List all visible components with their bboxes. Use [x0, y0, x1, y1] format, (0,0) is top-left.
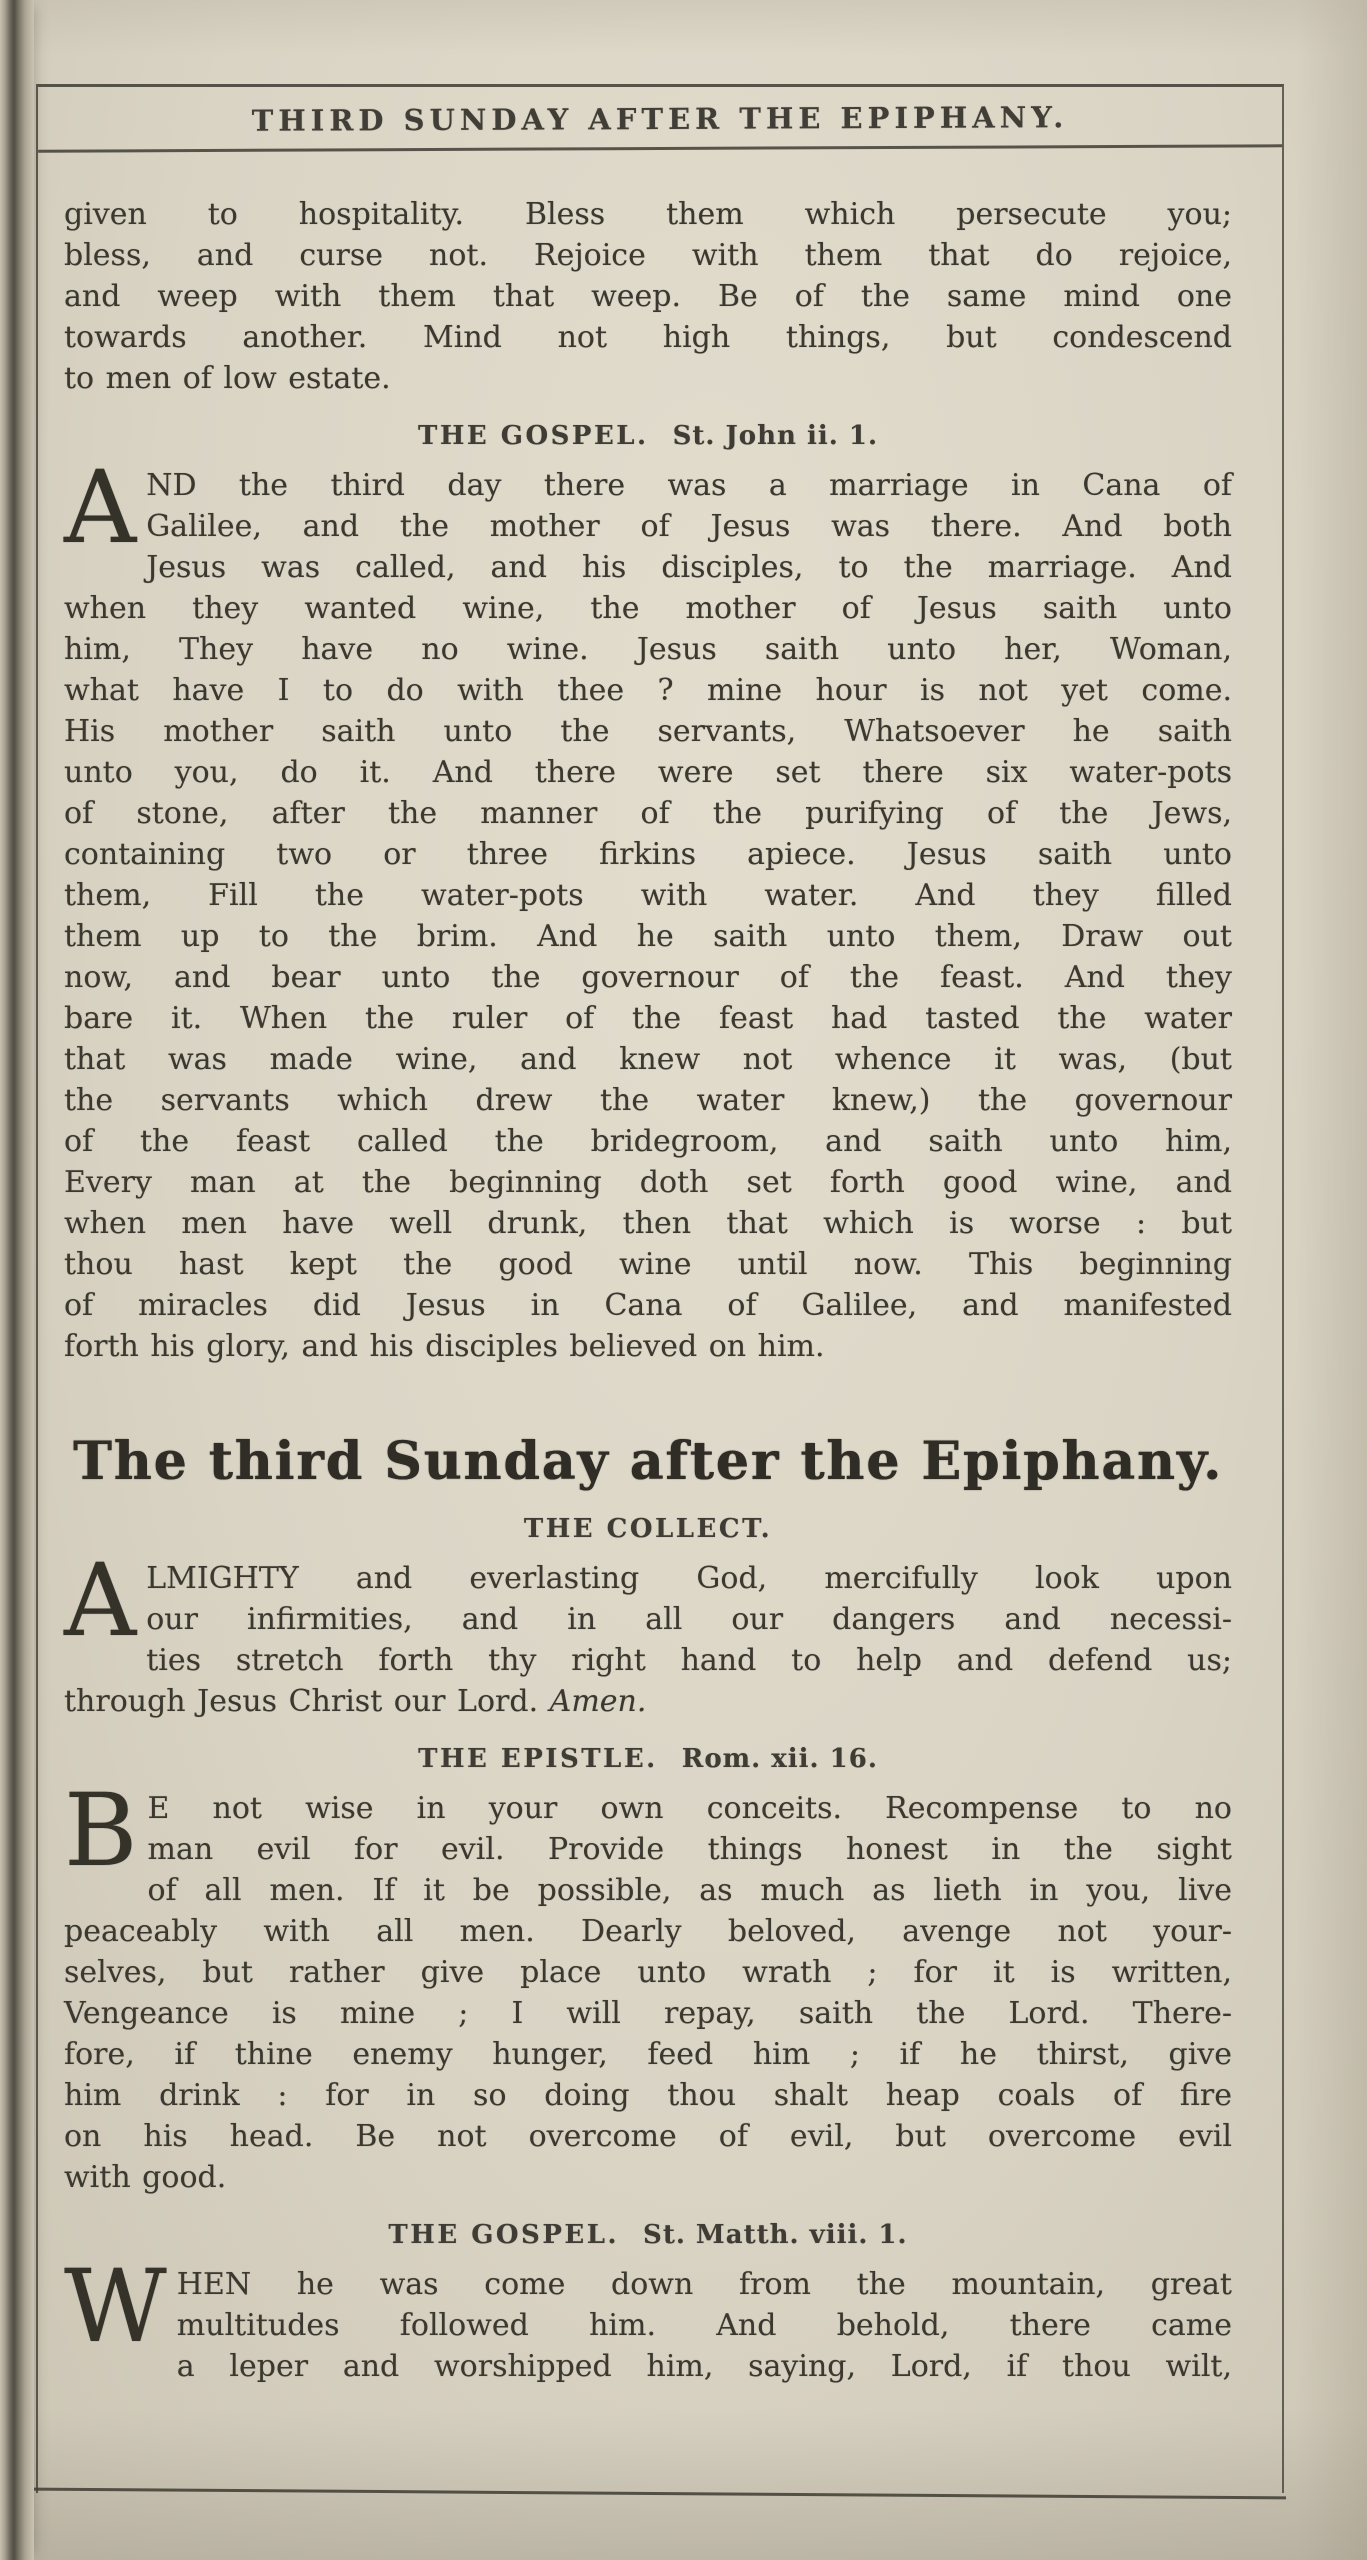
heading-label: THE GOSPEL.: [388, 2220, 620, 2250]
text-line: through Jesus Christ our Lord. Amen.: [64, 1684, 647, 1719]
text-line: a leper and worshipped him, saying, Lord, if thou wilt,: [176, 2349, 1232, 2384]
text-line: the servants which drew the water knew,) the governour: [64, 1083, 1232, 1118]
text-line: with good.: [64, 2160, 227, 2195]
drop-cap: B: [64, 1772, 138, 1889]
text-line: fore, if thine enemy hunger, feed him ; if he thirst, give: [64, 2037, 1232, 2072]
text-line: HEN he was come down from the mountain, great: [176, 2267, 1232, 2302]
section-heading: [64, 2220, 1232, 2250]
text-line: them, Fill the water-pots with water. And they filled: [64, 878, 1232, 913]
text-line: now, and bear unto the governour of the feast. And they: [64, 960, 1232, 995]
text-line: him, They have no wine. Jesus saith unto her, Woman,: [64, 632, 1232, 667]
text-line: ties stretch forth thy right hand to help and defend us;: [146, 1643, 1232, 1678]
paragraph: [64, 1772, 1232, 2198]
text-line: ND the third day there was a marriage in Cana of: [146, 468, 1232, 503]
text-line: given to hospitality. Bless them which persecute you;: [64, 197, 1232, 232]
text-line: multitudes followed him. And behold, there came: [176, 2308, 1232, 2343]
section-heading: [64, 1744, 1232, 1774]
text-line: our infirmities, and in all our dangers and necessi-: [146, 1602, 1232, 1637]
running-head: THIRD SUNDAY AFTER THE EPIPHANY.: [251, 100, 1069, 138]
drop-cap: A: [64, 1542, 137, 1659]
text-line: Jesus was called, and his disciples, to the marriage. And: [146, 550, 1232, 585]
text-line: bare it. When the ruler of the feast had tasted the water: [64, 1001, 1232, 1036]
heading-label: THE GOSPEL.: [417, 421, 649, 451]
text-line: and weep with them that weep. Be of the same mind one: [64, 279, 1232, 314]
section-heading: [64, 1514, 1232, 1544]
page-content: [38, 150, 1282, 2387]
text-line: LMIGHTY and everlasting God, mercifully look upon: [146, 1561, 1232, 1596]
text-line: peaceably with all men. Dearly beloved, avenge not your-: [64, 1914, 1232, 1949]
text-line: to men of low estate.: [64, 361, 391, 396]
text-line: forth his glory, and his disciples believed on him.: [64, 1329, 825, 1364]
page-frame: [36, 84, 1284, 2493]
heading-reference: St. Matth. viii. 1.: [643, 2220, 908, 2250]
text-line: bless, and curse not. Rejoice with them that do rejoice,: [64, 238, 1232, 273]
running-head-band: [38, 84, 1282, 152]
text-line: Vengeance is mine ; I will repay, saith the Lord. There-: [64, 1996, 1232, 2031]
text-line: selves, but rather give place unto wrath ; for it is written,: [64, 1955, 1232, 1990]
text-line: containing two or three firkins apiece. Jesus saith unto: [64, 837, 1232, 872]
text-line: Every man at the beginning doth set forth good wine, and: [64, 1165, 1232, 1200]
text-line: when they wanted wine, the mother of Jesus saith unto: [64, 591, 1232, 626]
drop-cap: W: [64, 2248, 167, 2365]
paragraph: [64, 449, 1232, 1367]
blackletter-title: The third Sunday after the Epiphany.: [72, 1431, 1224, 1492]
heading-reference: St. John ii. 1.: [672, 421, 879, 451]
text-line: that was made wine, and knew not whence it was, (but: [64, 1042, 1232, 1077]
book-gutter-edge: [0, 0, 34, 2560]
text-line: of all men. If it be possible, as much as lieth in you, live: [147, 1873, 1232, 1908]
text-line: unto you, do it. And there were set there six water-pots: [64, 755, 1232, 790]
paragraph: [64, 1542, 1232, 1722]
drop-cap: A: [64, 449, 137, 566]
bottom-rule: [34, 2488, 1286, 2500]
text-line: thou hast kept the good wine until now. This beginning: [64, 1247, 1232, 1282]
text-line: man evil for evil. Provide things honest in the sight: [147, 1832, 1232, 1867]
text-line: towards another. Mind not high things, but condescend: [64, 320, 1232, 355]
text-line: of the feast called the bridegroom, and saith unto him,: [64, 1124, 1232, 1159]
text-line: them up to the brim. And he saith unto them, Draw out: [64, 919, 1232, 954]
text-line: His mother saith unto the servants, Whatsoever he saith: [64, 714, 1232, 749]
text-line: when men have well drunk, then that which is worse : but: [64, 1206, 1232, 1241]
paragraph: [64, 194, 1232, 399]
text-line: on his head. Be not overcome of evil, but overcome evil: [64, 2119, 1232, 2154]
text-line: Galilee, and the mother of Jesus was there. And both: [146, 509, 1232, 544]
paragraph: [64, 2248, 1232, 2387]
text-line: E not wise in your own conceits. Recompense to no: [147, 1791, 1232, 1826]
text-line: him drink : for in so doing thou shalt heap coals of fire: [64, 2078, 1232, 2113]
section-heading: [64, 421, 1232, 451]
heading-reference: Rom. xii. 16.: [681, 1744, 878, 1774]
heading-label: THE COLLECT.: [523, 1514, 773, 1544]
text-line: of miracles did Jesus in Cana of Galilee, and manifested: [64, 1288, 1232, 1323]
text-line: of stone, after the manner of the purifying of the Jews,: [64, 796, 1232, 831]
heading-label: THE EPISTLE.: [418, 1744, 658, 1774]
text-line: what have I to do with thee ? mine hour is not yet come.: [64, 673, 1232, 708]
amen-italic: Amen.: [549, 1684, 647, 1719]
